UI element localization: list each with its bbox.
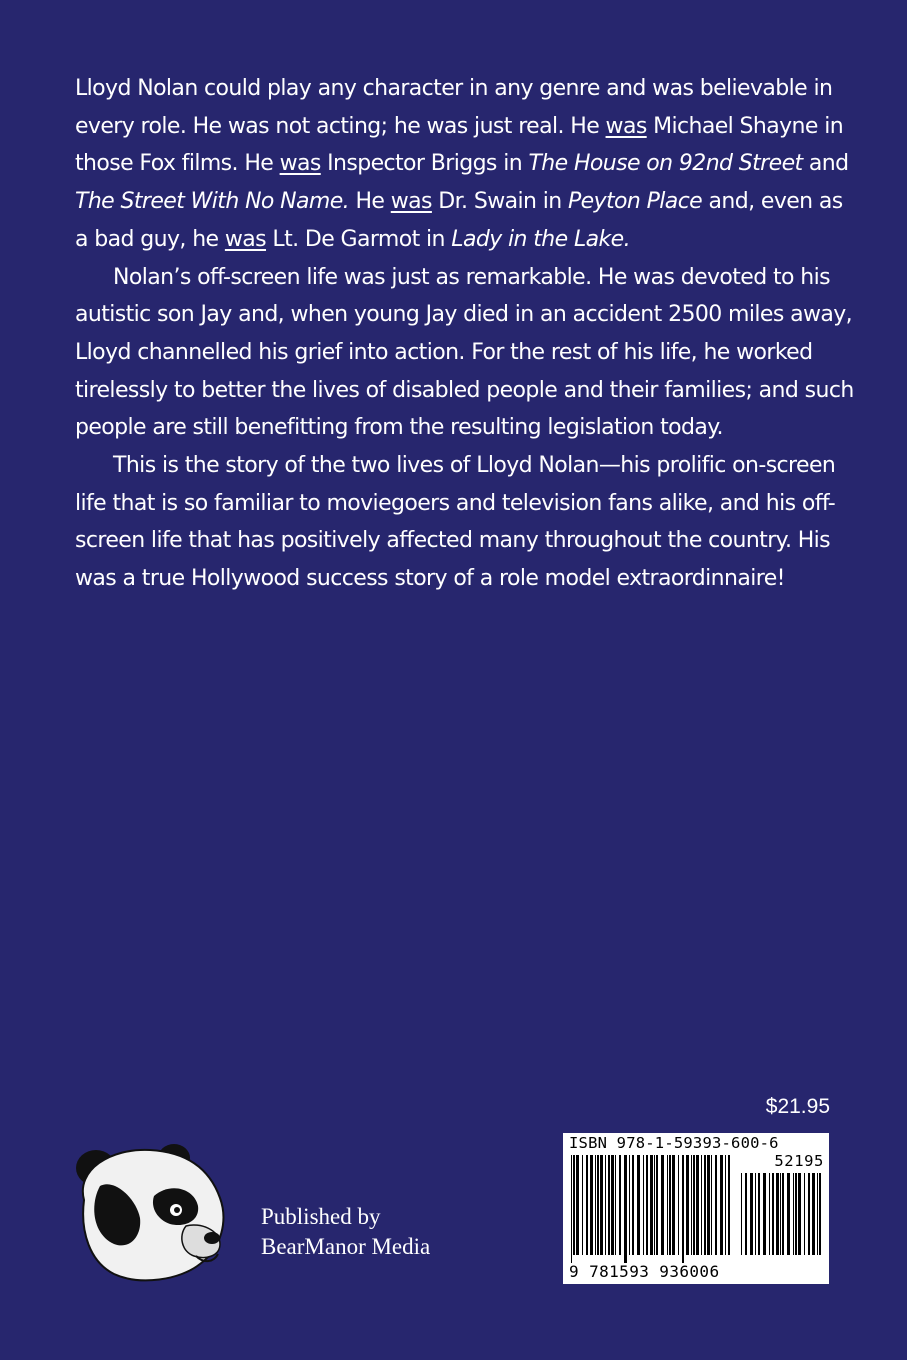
barcode-bar: [661, 1155, 664, 1255]
barcode-bar: [576, 1155, 579, 1255]
barcode-bar: [769, 1173, 770, 1255]
film-title: Lady in the Lake.: [451, 226, 630, 252]
barcode-bar: [782, 1173, 784, 1255]
barcode-bar: [643, 1155, 644, 1255]
barcode-bar: [582, 1155, 583, 1255]
barcode-bar: [720, 1155, 723, 1255]
blurb-text: Dr. Swain in: [431, 189, 568, 215]
addon-barcode-bars: [739, 1173, 823, 1263]
barcode-bar: [772, 1173, 774, 1255]
barcode-bar: [611, 1155, 614, 1255]
barcode-bar: [808, 1173, 810, 1255]
blurb-paragraph-1: [75, 70, 855, 259]
barcode-bar: [682, 1155, 684, 1263]
ean-barcode-bars: [569, 1155, 735, 1263]
barcode-bar: [656, 1155, 658, 1255]
emphasis-was: was: [279, 151, 321, 177]
publisher-name: BearManor Media: [261, 1234, 431, 1259]
emphasis-was: was: [224, 226, 267, 252]
blurb-paragraph-2: Nolan’s off-screen life was just as remarkable. He was devoted to his autistic son Jay and, when young Jay died in an accident 2500 miles away, Lloyd channelled his grief into action. For the rest of his life, he worked tirelessly to better the lives of disabled people and their families; and such people are still benefitting from the resulting legislation today.: [75, 264, 854, 441]
back-cover-blurb: [75, 70, 855, 598]
barcode-bar: [804, 1173, 805, 1255]
blurb-text: Inspector Briggs in: [320, 151, 529, 177]
blurb-text: He: [349, 189, 391, 215]
barcode-bar: [667, 1155, 668, 1255]
barcode-bar: [586, 1155, 588, 1255]
blurb-text: Lloyd Nolan could play any character in any genre and was believable in every role. He was not acting; he was just real. He: [75, 76, 833, 139]
blurb-text: and: [802, 151, 849, 177]
barcode-bar: [605, 1155, 606, 1255]
barcode-bar: [600, 1155, 603, 1255]
film-title: The House on 92nd Street: [528, 151, 803, 177]
emphasis-was: was: [605, 113, 647, 139]
barcode-bar: [725, 1155, 726, 1255]
barcode-bar: [693, 1155, 695, 1255]
barcode-bar: [597, 1155, 599, 1255]
publisher-imprint: [261, 1202, 430, 1262]
blurb-text: and, even as a bad guy, he: [75, 189, 843, 252]
isbn-text: ISBN 978-1-59393-600-6: [569, 1134, 779, 1152]
barcode-bar: [632, 1155, 634, 1255]
barcode-bar: [817, 1173, 818, 1255]
barcode-bar: [755, 1173, 756, 1255]
barcode-bar: [795, 1173, 797, 1255]
price-label: $21.95: [765, 1095, 830, 1118]
emphasis-was: was: [390, 189, 432, 215]
barcode-bar: [780, 1173, 781, 1255]
barcode-bar: [629, 1155, 630, 1255]
isbn-barcode: [563, 1133, 829, 1284]
barcode-bar: [619, 1155, 621, 1255]
barcode-bar: [696, 1155, 699, 1255]
barcode-bar: [763, 1173, 766, 1255]
barcode-bar: [571, 1155, 572, 1263]
barcode-bar: [646, 1155, 648, 1255]
barcode-bar: [812, 1173, 815, 1255]
blurb-text: Lt. De Garmot in: [266, 226, 452, 252]
barcode-bar: [793, 1173, 794, 1255]
barcode-bar: [728, 1155, 730, 1255]
blurb-text: Michael Shayne in those Fox films. He: [75, 113, 844, 177]
barcode-bar: [637, 1155, 640, 1255]
barcode-bar: [776, 1173, 779, 1255]
barcode-bar: [691, 1155, 692, 1255]
barcode-bar: [711, 1155, 712, 1255]
barcode-bar: [745, 1173, 747, 1255]
barcode-bar: [615, 1155, 616, 1255]
barcode-bar: [608, 1155, 610, 1255]
barcode-bar: [715, 1155, 717, 1255]
published-by-label: Published by: [261, 1204, 381, 1229]
barcode-bar: [678, 1155, 679, 1255]
barcode-bar: [650, 1155, 653, 1255]
barcode-bar: [819, 1173, 821, 1255]
barcode-bar: [573, 1155, 575, 1255]
barcode-bar: [686, 1155, 689, 1255]
barcode-bar: [798, 1173, 801, 1255]
barcode-bar: [787, 1173, 790, 1255]
barcode-addon-digits: 52195: [774, 1152, 824, 1170]
barcode-bar: [624, 1155, 627, 1263]
film-title: The Street With No Name.: [75, 189, 350, 215]
barcode-bar: [654, 1155, 655, 1255]
barcode-bar: [701, 1155, 702, 1255]
barcode-bar: [669, 1155, 671, 1255]
barcode-bar: [758, 1173, 760, 1255]
blurb-paragraph-3: This is the story of the two lives of Lloyd Nolan—his prolific on-screen life that is so familiar to moviegoers and television fans alike, and his off-screen life that has positively affected many throughout the country. His was a true Hollywood success story of a role model extraordinnaire!: [75, 453, 836, 592]
film-title: Peyton Place: [567, 189, 703, 215]
barcode-bar: [672, 1155, 675, 1255]
barcode-bar: [741, 1173, 742, 1255]
barcode-bar: [750, 1173, 753, 1255]
panda-head-icon: [70, 1140, 240, 1294]
barcode-bar: [595, 1155, 596, 1255]
barcode-bar: [590, 1155, 593, 1255]
ean-digits: 9 781593 936006: [569, 1262, 720, 1281]
barcode-bar: [707, 1155, 710, 1255]
barcode-bar: [704, 1155, 706, 1255]
